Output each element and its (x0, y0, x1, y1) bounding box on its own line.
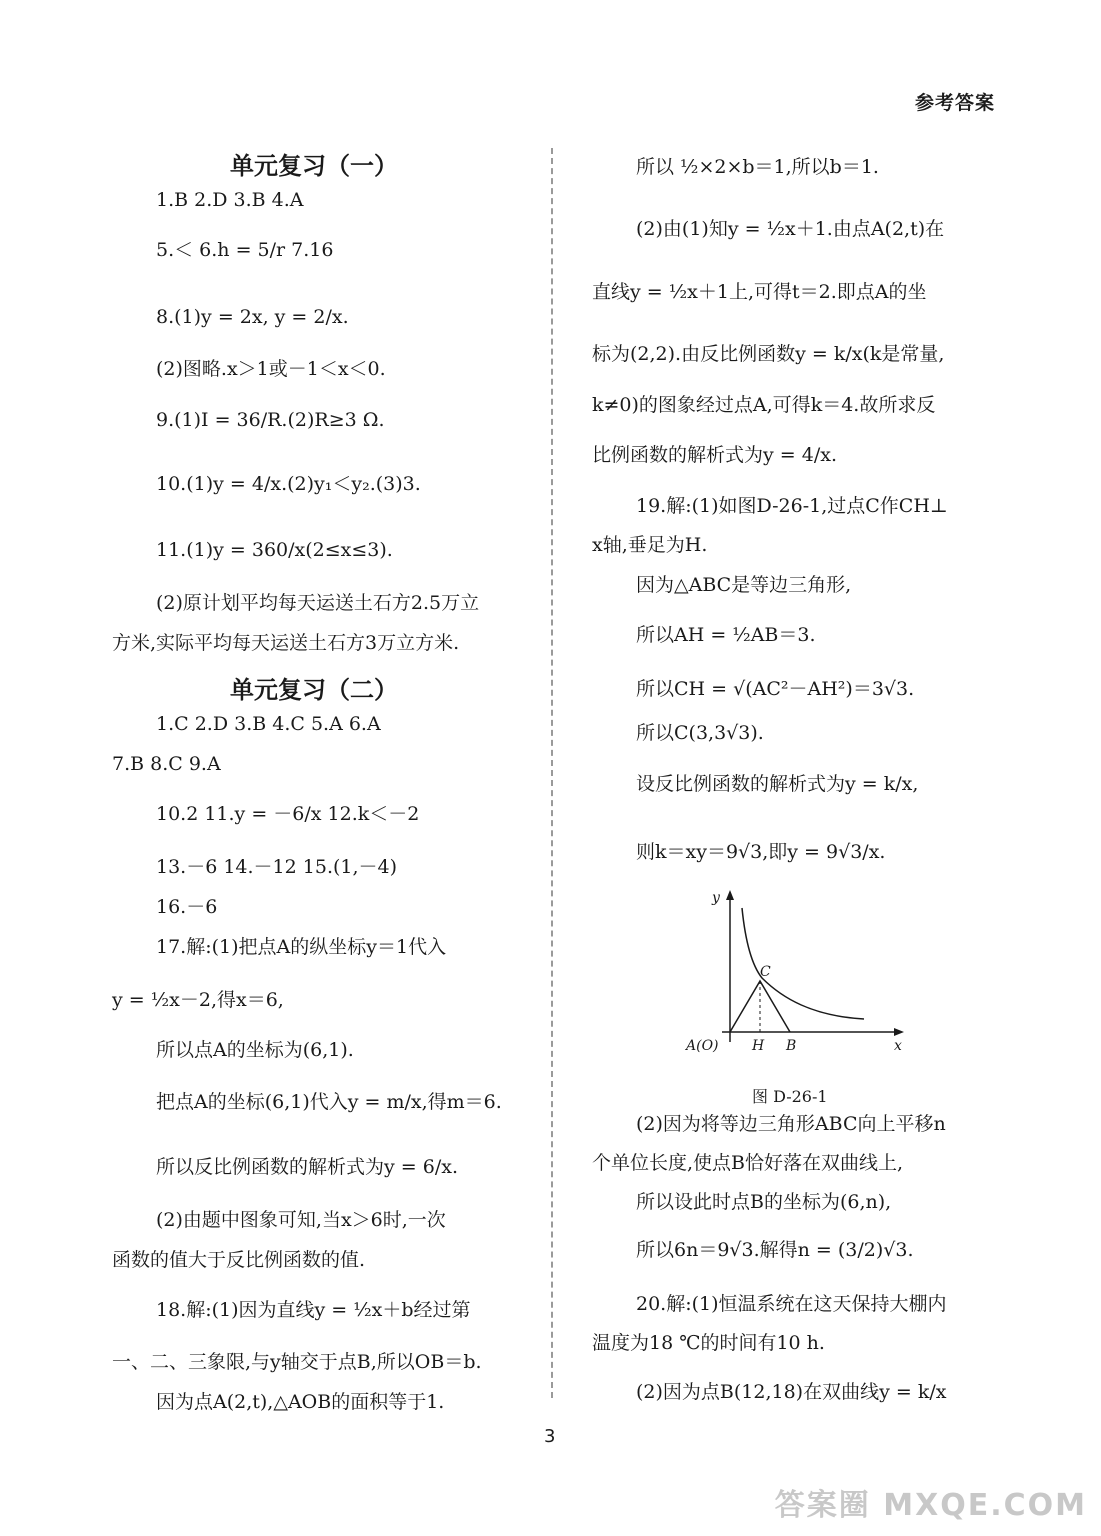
text-line: 16.－6 (156, 896, 218, 918)
text-line: 7.B 8.C 9.A (112, 753, 221, 775)
text-line: x轴,垂足为H. (592, 534, 708, 556)
text-line: 10.2 11.y = －6/x 12.k＜－2 (156, 803, 420, 825)
label-c: C (760, 964, 771, 980)
text-line: y = ½x－2,得x＝6, (112, 989, 284, 1011)
text-line: (2)图略.x＞1或－1＜x＜0. (156, 358, 386, 380)
text-line: 一、二、三象限,与y轴交于点B,所以OB＝b. (112, 1351, 482, 1373)
text-line: 20.解:(1)恒温系统在这天保持大棚内 (636, 1293, 947, 1315)
text-line: (2)原计划平均每天运送土石方2.5万立 (156, 592, 480, 614)
text-line: k≠0)的图象经过点A,可得k＝4.故所求反 (592, 394, 936, 416)
text-line: 所以 ½×2×b＝1,所以b＝1. (636, 156, 879, 178)
section-title-2: 单元复习（二） (230, 676, 398, 704)
text-line: 9.(1)I = 36/R.(2)R≥3 Ω. (156, 409, 385, 431)
text-line: 所以C(3,3√3). (636, 722, 764, 744)
text-line: 10.(1)y = 4/x.(2)y₁＜y₂.(3)3. (156, 473, 421, 495)
figure-d-26-1 (682, 888, 912, 1058)
text-line: 把点A的坐标(6,1)代入y = m/x,得m＝6. (156, 1091, 502, 1113)
text-line: 因为点A(2,t),△AOB的面积等于1. (156, 1391, 445, 1413)
text-line: 所以6n＝9√3.解得n = (3/2)√3. (636, 1239, 914, 1261)
y-axis-arrow (726, 890, 734, 900)
x-axis-arrow (894, 1028, 904, 1036)
page-header: 参考答案 (915, 92, 996, 114)
text-line: 11.(1)y = 360/x(2≤x≤3). (156, 539, 393, 561)
text-line: 所以AH = ½AB＝3. (636, 624, 816, 646)
text-line: 所以点A的坐标为(6,1). (156, 1039, 354, 1061)
text-line: 18.解:(1)因为直线y = ½x＋b经过第 (156, 1299, 471, 1321)
text-line: (2)因为点B(12,18)在双曲线y = k/x (636, 1381, 947, 1403)
text-line: 则k＝xy＝9√3,即y = 9√3/x. (636, 841, 886, 863)
text-line: 比例函数的解析式为y = 4/x. (592, 444, 837, 466)
text-line: 13.－6 14.－12 15.(1,－4) (156, 856, 398, 878)
text-line: 方米,实际平均每天运送土石方3万立方米. (112, 632, 460, 654)
text-line: 所以设此时点B的坐标为(6,n), (636, 1191, 892, 1213)
column-divider (551, 148, 553, 1398)
page-number: 3 (544, 1426, 556, 1447)
text-line: (2)因为将等边三角形ABC向上平移n (636, 1113, 946, 1135)
text-line: 直线y = ½x＋1上,可得t＝2.即点A的坐 (592, 281, 927, 303)
text-line: 1.B 2.D 3.B 4.A (156, 189, 304, 211)
label-b: B (786, 1038, 797, 1054)
section-title-1: 单元复习（一） (230, 152, 398, 180)
text-line: 设反比例函数的解析式为y = k/x, (636, 773, 919, 795)
text-line: 所以CH = √(AC²－AH²)＝3√3. (636, 678, 915, 700)
text-line: 8.(1)y = 2x, y = 2/x. (156, 306, 349, 328)
text-line: 个单位长度,使点B恰好落在双曲线上, (592, 1152, 904, 1174)
text-line: (2)由(1)知y = ½x＋1.由点A(2,t)在 (636, 218, 945, 240)
text-line: 17.解:(1)把点A的纵坐标y＝1代入 (156, 936, 447, 958)
text-line: 因为△ABC是等边三角形, (636, 574, 852, 596)
text-line: 1.C 2.D 3.B 4.C 5.A 6.A (156, 713, 381, 735)
label-a-o: A(O) (686, 1038, 719, 1054)
label-x: x (894, 1038, 902, 1054)
text-line: (2)由题中图象可知,当x＞6时,一次 (156, 1209, 446, 1231)
text-line: 所以反比例函数的解析式为y = 6/x. (156, 1156, 458, 1178)
watermark-logo: 答案圈 MXQE.COM (774, 1488, 1087, 1523)
text-line: 温度为18 ℃的时间有10 h. (592, 1332, 825, 1354)
label-y: y (712, 890, 720, 906)
text-line: 5.＜ 6.h = 5/r 7.16 (156, 239, 334, 261)
text-line: 19.解:(1)如图D-26-1,过点C作CH⊥ (636, 495, 948, 517)
text-line: 标为(2,2).由反比例函数y = k/x(k是常量, (592, 343, 945, 365)
text-line: 函数的值大于反比例函数的值. (112, 1249, 366, 1271)
figure-caption: 图 D-26-1 (752, 1087, 828, 1106)
label-h: H (752, 1038, 765, 1054)
